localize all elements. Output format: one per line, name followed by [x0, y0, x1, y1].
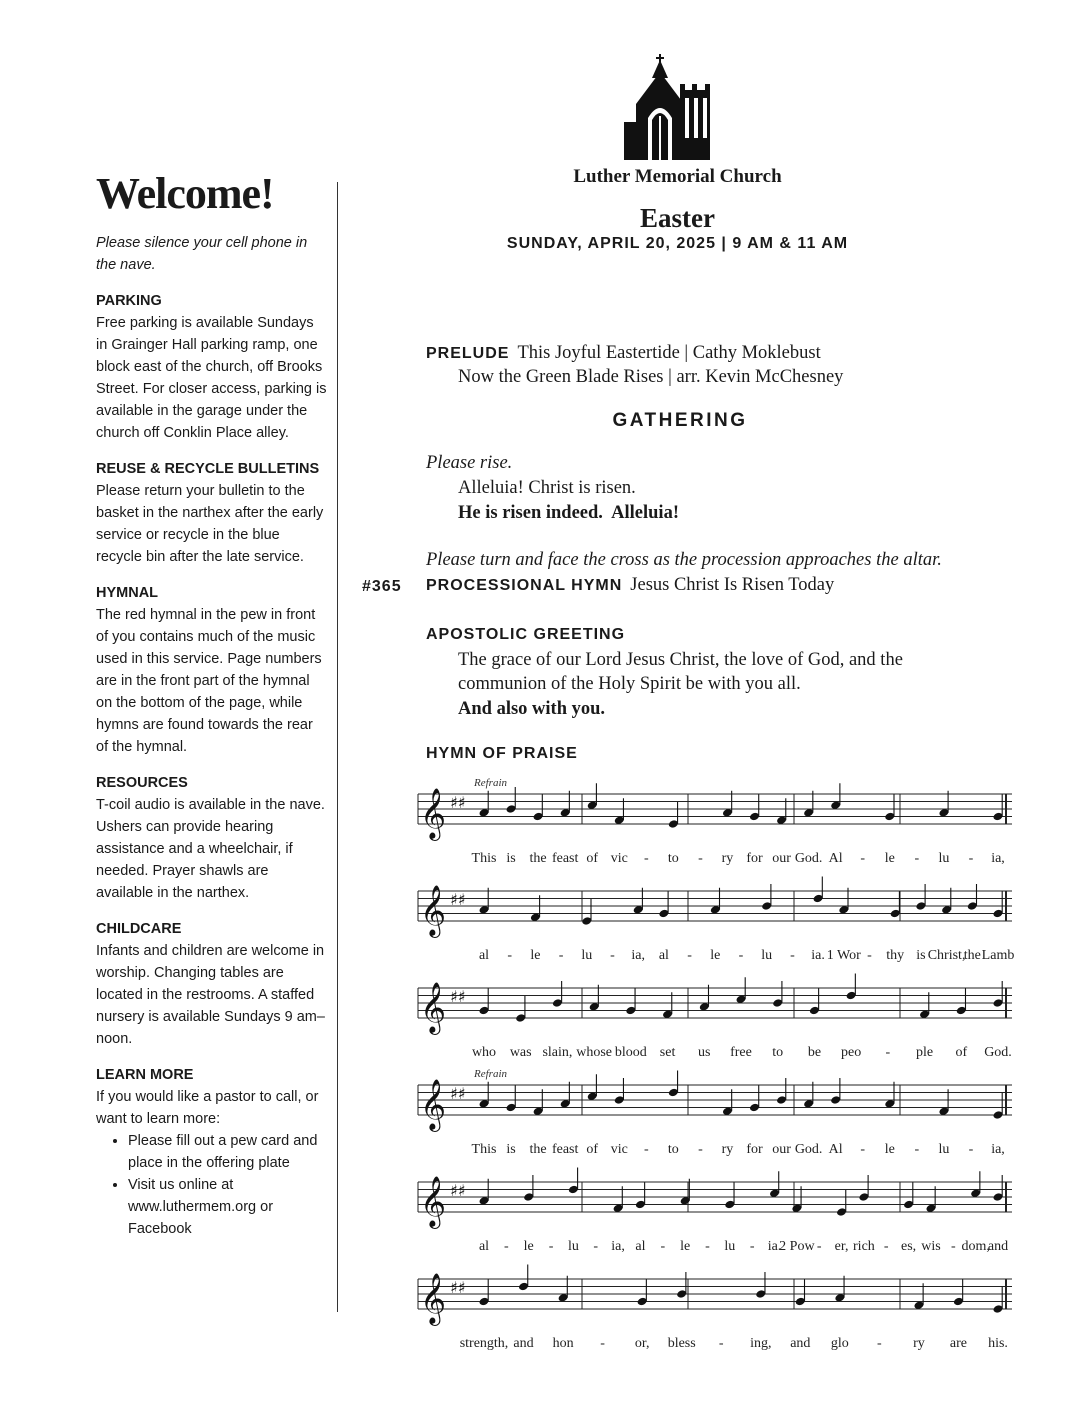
lyric-syllable: - — [860, 1142, 866, 1157]
lyric-syllable: ia. — [767, 1239, 782, 1254]
resources-section — [96, 772, 328, 904]
lyric-syllable: vic — [610, 851, 628, 866]
lyric-syllable: ia, — [991, 851, 1005, 866]
hymn-score — [410, 770, 1030, 1390]
lyric-syllable: God. — [984, 1045, 1012, 1060]
lyric-syllable: the — [963, 948, 981, 963]
lyric-syllable: Lamb — [981, 948, 1015, 963]
processional-title: Jesus Christ Is Risen Today — [630, 575, 835, 595]
lyric-syllable: lu — [724, 1239, 736, 1254]
treble-clef-icon: 𝄞 — [420, 788, 447, 839]
key-signature: ♯♯ — [450, 890, 466, 909]
lyric-syllable: Al — [828, 1142, 843, 1157]
lyric-syllable: 2 Pow — [779, 1239, 815, 1254]
processional-row — [426, 575, 834, 596]
lyric-syllable: to — [772, 1045, 784, 1060]
treble-clef-icon: 𝄞 — [420, 1079, 447, 1130]
procession-instruction: Please turn and face the cross as the procession approaches the altar. — [426, 550, 942, 570]
welcome-heading: Welcome! — [96, 169, 274, 218]
lyric-syllable: - — [643, 851, 649, 866]
lyric-syllable: his. — [988, 1336, 1008, 1351]
lyric-syllable: dom, — [961, 1239, 990, 1254]
lyric-syllable: and — [790, 1336, 811, 1351]
key-signature: ♯♯ — [450, 987, 466, 1006]
lyric-syllable: es, — [901, 1239, 917, 1254]
parking-section — [96, 290, 328, 444]
lyric-syllable: - — [548, 1239, 554, 1254]
lyric-syllable: lu — [581, 948, 593, 963]
lyric-syllable: God. — [794, 851, 823, 866]
please-rise: Please rise. — [426, 453, 513, 473]
gathering-heading: GATHERING — [612, 410, 748, 431]
lyric-syllable: - — [643, 1142, 649, 1157]
parking-heading: PARKING — [96, 293, 162, 309]
hymnal-heading: HYMNAL — [96, 585, 159, 601]
lyric-syllable: for — [746, 1142, 763, 1157]
lyric-syllable: to — [667, 851, 679, 866]
lyric-syllable: - — [687, 948, 692, 963]
lyric-syllable: lu — [761, 948, 773, 963]
lyric-syllable: strength, — [459, 1336, 509, 1351]
hymn-number: #365 — [362, 578, 402, 595]
lyric-syllable: the — [529, 851, 547, 866]
treble-clef-icon: 𝄞 — [420, 982, 447, 1033]
greeting-line-2: communion of the Holy Spirit be with you all. — [458, 674, 801, 694]
greeting-line-1: The grace of our Lord Jesus Christ, the love of God, and the — [458, 650, 903, 670]
lyric-syllable: ia. — [811, 948, 825, 963]
lyric-syllable: is — [916, 948, 926, 963]
lyric-syllable: - — [950, 1239, 956, 1254]
lyric-syllable: - — [698, 1142, 703, 1157]
lyric-syllable: for — [746, 851, 763, 866]
greeting-response: And also with you. — [458, 699, 606, 719]
prelude-row — [426, 343, 821, 364]
lyric-syllable: was — [509, 1045, 532, 1060]
lyric-syllable: lu — [938, 1142, 950, 1157]
lyric-syllable: al — [635, 1239, 646, 1254]
lyric-syllable: be — [807, 1045, 822, 1060]
lyric-syllable: This — [471, 851, 497, 866]
prelude-piece-2: Now the Green Blade Rises | arr. Kevin McChesney — [458, 367, 844, 387]
lyric-syllable: - — [968, 851, 974, 866]
lyric-syllable: al — [478, 1239, 490, 1254]
prelude-label: PRELUDE — [426, 345, 510, 362]
lyric-syllable: le — [523, 1239, 534, 1254]
lyric-syllable: free — [730, 1045, 752, 1060]
lyric-syllable: - — [504, 1239, 509, 1254]
lyric-syllable: whose — [576, 1045, 613, 1060]
hymnal-body: The red hymnal in the pew in front of you contains much of the music used in this service. Page numbers are in the front part of the hymnal on the bottom of the page, while hymns are found towards the rear of the hymnal. — [96, 607, 322, 755]
lyric-syllable: or, — [634, 1336, 650, 1351]
lyric-syllable: the — [529, 1142, 547, 1157]
lyric-syllable: le — [680, 1239, 691, 1254]
processional-label: PROCESSIONAL HYMN — [426, 577, 623, 594]
lyric-syllable: - — [914, 1142, 920, 1157]
service-title: Easter — [640, 203, 715, 233]
lyric-syllable: to — [667, 1142, 679, 1157]
lyric-syllable: vic — [610, 1142, 628, 1157]
acclamation-people: He is risen indeed. Alleluia! — [458, 503, 679, 523]
lyric-syllable: lu — [567, 1239, 579, 1254]
silence-note: Please silence your cell phone in the nave. — [96, 235, 308, 273]
column-divider — [337, 182, 338, 1312]
lyric-syllable: This — [471, 1142, 497, 1157]
lyric-syllable: al — [658, 948, 669, 963]
learn-more-heading: LEARN MORE — [96, 1067, 194, 1083]
lyric-syllable: our — [772, 851, 791, 866]
lyric-syllable: is — [506, 851, 516, 866]
learn-more-section — [96, 1064, 328, 1240]
lyric-syllable: set — [659, 1045, 676, 1060]
lyric-syllable: - — [790, 948, 795, 963]
lyric-syllable: thy — [886, 948, 905, 963]
refrain-label: Refrain — [474, 777, 507, 789]
lyric-syllable: ing, — [750, 1336, 772, 1351]
key-signature: ♯♯ — [450, 1278, 466, 1297]
reuse-section — [96, 458, 328, 568]
service-date: SUNDAY, APRIL 20, 2025 | 9 AM & 11 AM — [506, 235, 849, 252]
lyric-syllable: ry — [913, 1336, 925, 1351]
lyric-syllable: ia, — [991, 1142, 1005, 1157]
childcare-section — [96, 918, 328, 1050]
lyric-syllable: bless — [667, 1336, 696, 1351]
learn-more-body: If you would like a pastor to call, or want to learn more: — [96, 1089, 319, 1127]
lyric-syllable: le — [884, 1142, 895, 1157]
childcare-heading: CHILDCARE — [96, 921, 182, 937]
key-signature: ♯♯ — [450, 793, 466, 812]
lyric-syllable: 1 Wor — [826, 948, 861, 963]
lyric-syllable: of — [586, 1142, 599, 1157]
lyric-syllable: ry — [721, 851, 734, 866]
lyric-syllable: glo — [830, 1336, 849, 1351]
lyric-syllable: - — [914, 851, 920, 866]
lyric-syllable: - — [738, 948, 744, 963]
childcare-body: Infants and children are welcome in worship. Changing tables are located in the restrooms. A staffed nursery is available Sundays 9 am–noon. — [96, 943, 325, 1047]
lyric-syllable: le — [884, 851, 895, 866]
hymn-of-praise-label: HYMN OF PRAISE — [426, 745, 578, 762]
lyric-syllable: - — [867, 948, 872, 963]
lyric-syllable: is — [506, 1142, 516, 1157]
lyric-syllable: - — [698, 851, 703, 866]
lyric-syllable: - — [968, 1142, 974, 1157]
list-item: • Please fill out a pew card and place in the offering plate — [128, 1130, 328, 1174]
lyric-syllable: le — [530, 948, 541, 963]
lyric-syllable: - — [749, 1239, 755, 1254]
sidebar — [96, 168, 328, 1254]
list-item: • Visit us online at www.luthermem.org or Facebook — [128, 1174, 328, 1240]
lyric-syllable: of — [586, 851, 599, 866]
lyric-syllable: feast — [551, 851, 579, 866]
lyric-syllable: - — [507, 948, 513, 963]
lyric-syllable: al — [478, 948, 490, 963]
lyric-syllable: - — [705, 1239, 710, 1254]
learn-more-list — [96, 1130, 328, 1240]
lyric-syllable: - — [660, 1239, 666, 1254]
lyric-syllable: - — [718, 1336, 724, 1351]
lyric-syllable: ia, — [611, 1239, 625, 1254]
church-name: Luther Memorial Church — [573, 166, 782, 187]
lyric-syllable: our — [772, 1142, 791, 1157]
lyric-syllable: - — [816, 1239, 822, 1254]
key-signature: ♯♯ — [450, 1181, 466, 1200]
lyric-syllable: le — [710, 948, 721, 963]
lyric-syllable: - — [883, 1239, 889, 1254]
prelude-piece-1: This Joyful Eastertide | Cathy Moklebust — [517, 343, 821, 363]
lyric-syllable: - — [860, 851, 866, 866]
resources-body: T-coil audio is available in the nave. Ushers can provide hearing assistance and a wheelchair, if needed. Prayer shawls are available in the narthex. — [96, 797, 325, 901]
lyric-syllable: slain, — [542, 1045, 573, 1060]
lyric-syllable: of — [955, 1045, 968, 1060]
lyric-syllable: hon — [552, 1336, 574, 1351]
lyric-syllable: Al — [828, 851, 843, 866]
treble-clef-icon: 𝄞 — [420, 885, 447, 936]
lyric-syllable: and — [513, 1336, 534, 1351]
lyric-syllable: wis — [921, 1239, 941, 1254]
lyric-syllable: er, — [834, 1239, 849, 1254]
acclamation-leader: Alleluia! Christ is risen. — [458, 478, 636, 498]
treble-clef-icon: 𝄞 — [420, 1273, 447, 1324]
reuse-heading: REUSE & RECYCLE BULLETINS — [96, 461, 320, 477]
lyric-syllable: - — [558, 948, 564, 963]
key-signature: ♯♯ — [450, 1084, 466, 1103]
lyric-syllable: are — [949, 1336, 968, 1351]
lyric-syllable: - — [600, 1336, 605, 1351]
lyric-syllable: us — [698, 1045, 711, 1060]
lyric-syllable: - — [877, 1336, 882, 1351]
lyric-syllable: rich — [853, 1239, 875, 1254]
lyric-syllable: Christ, — [927, 948, 966, 963]
parking-body: Free parking is available Sundays in Grainger Hall parking ramp, one block east of the church, off Brooks Street. For closer access, parking is available in the garage under the church off Conklin Place alley. — [96, 315, 327, 441]
lyric-syllable: - — [885, 1045, 891, 1060]
refrain-label: Refrain — [474, 1068, 507, 1080]
lyric-syllable: and — [987, 1239, 1009, 1254]
hymnal-section — [96, 582, 328, 758]
lyric-syllable: God. — [794, 1142, 823, 1157]
lyric-syllable: - — [610, 948, 615, 963]
lyric-syllable: - — [593, 1239, 599, 1254]
lyric-syllable: ry — [721, 1142, 734, 1157]
lyric-syllable: ple — [916, 1045, 934, 1060]
lyric-syllable: feast — [551, 1142, 579, 1157]
lyric-syllable: peo — [841, 1045, 862, 1060]
resources-heading: RESOURCES — [96, 775, 188, 791]
church-logo-icon — [620, 52, 716, 160]
lyric-syllable: blood — [614, 1045, 647, 1060]
greeting-label: APOSTOLIC GREETING — [426, 626, 626, 643]
lyric-syllable: lu — [938, 851, 950, 866]
lyric-syllable: who — [471, 1045, 497, 1060]
treble-clef-icon: 𝄞 — [420, 1176, 447, 1227]
lyric-syllable: ia, — [631, 948, 646, 963]
reuse-body: Please return your bulletin to the basket in the narthex after the early service or recycle in the blue recycle bin after the late service. — [96, 483, 324, 565]
